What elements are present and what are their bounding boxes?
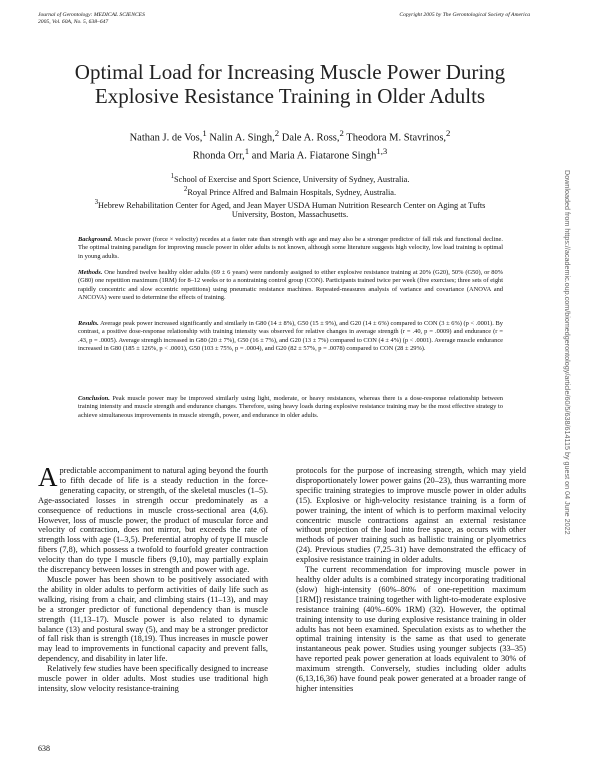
affiliation-mark: 1: [202, 128, 207, 138]
author-name: Theodora M. Stavrinos,: [343, 132, 447, 144]
paragraph: Apredictable accompaniment to natural aging beyond the fourth to fifth decade of life is a steady reduction in the force-generating capacity, or strength, of the skeletal muscles (1–5). Age-associated losses in strength occur predominately as a consequence of reductions in muscle cross-sectional area (4,6). However, loss of muscle power, the product of muscular force and velocity of contraction, does not mirror, but exceeds the rate of strength loss with age (1–3,5). Preferential atrophy of type II muscle fibers (7,8), which possess a twofold to fourfold greater contraction velocity than do type I muscle fibers (9,10), may partially explain the discrepancy between losses in strength and power with age.: [38, 462, 268, 575]
paragraph: Relatively few studies have been specifically designed to increase muscle power in older adults. Most studies use traditional high intensity, slow velocity resistance-training: [38, 664, 268, 693]
download-watermark: [562, 170, 582, 640]
paragraph: Muscle power has been shown to be positively associated with the ability in older adults to perform activities of daily life such as walking, rising from a chair, and climbing stairs (11–13), and may be a stronger predictor of functional dependency than is muscle strength (11,13–17). Muscle power is also related to dynamic balance (13) and postural sway (5), and may be a stronger predictor of fall risk than is strength (18,19). Thus increases in muscle power may lead to improvements in functional capacity and prevent falls, dependency, and disability in later life.: [38, 574, 268, 664]
abstract-results: Results. Average peak power increased significantly and similarly in G80 (14 ± 8%), G50 (15 ± 9%), and G20 (14 ± 6%) compared to CON (3 ± 6%) (p < .0001). By contrast, a positive dose-response relationship with training intensity was observed for relative changes in average strength (r = .40, p = .0009) and endurance (r = .43, p = .0005). Average strength increased in G80 (20 ± 7%), G50 (16 ± 7%), and G20 (13 ± 7%) compared to CON (4 ± 4%) (p < .0001). Average muscle endurance increased in G80 (185 ± 126%, p < .0001), G50 (103 ± 75%, p = .0004), and G20 (82 ± 57%, p = .0078) compared to CON (28 ± 29%).: [78, 320, 503, 352]
author-list: [50, 127, 530, 162]
body-column-right: [296, 466, 526, 694]
author-name: Rhonda Orr,: [192, 150, 245, 161]
affiliation-mark: 2: [446, 128, 451, 138]
section-label: Results.: [78, 320, 99, 327]
copyright-notice: Copyright 2005 by The Gerontological Society of America: [399, 12, 530, 18]
body-column-left: [38, 462, 268, 694]
section-label: Conclusion.: [78, 395, 110, 402]
author-name: and Maria A. Fiatarone Singh: [249, 150, 377, 161]
paragraph: protocols for the purpose of increasing strength, which may yield disproportionately lower power gains (20–23), thus warranting more specific training strategies to improve muscle power in older adults (15). Explosive or high-velocity resistance training is a form of power training, the intent of which is to perform maximal velocity concentric muscle contractions against an external resistance without projection of the load into free space, as occurs with other methods of power training such as ballistic training or plyometrics (24). Previous studies (7,25–31) have demonstrated the efficacy of explosive resistance training in older adults.: [296, 466, 526, 565]
author-line-2: [50, 145, 530, 163]
issue-info: 2005, Vol. 60A, No. 5, 638–647: [38, 19, 109, 25]
download-notice: Downloaded from https://academic.oup.com/biomedgerontology/article/60/5/638/614115 by guest on 04 June 2022: [563, 170, 572, 535]
section-label: Background.: [78, 236, 113, 243]
title-line-1: Optimal Load for Increasing Muscle Power During: [74, 60, 506, 84]
author-line-1: [50, 127, 530, 145]
affiliation-mark: 2: [274, 128, 280, 138]
title-line-2: Explosive Resistance Training in Older Adults: [94, 84, 486, 108]
affiliation-mark: 1,3: [376, 145, 388, 156]
affiliation-mark: 2: [339, 128, 344, 138]
drop-cap: A: [38, 462, 58, 492]
abstract-conclusion: Conclusion. Peak muscle power may be improved similarly using light, moderate, or heavy resistances, whereas there is a dose-response relationship between training intensity and muscle strength and endurance changes. Therefore, using heavy loads during explosive resistance training may be the most effective strategy to achieve simultaneous improvements in muscle strength, power, and endurance in older adults.: [78, 395, 503, 419]
affiliation-1: $^1$School of Exercise and Sport Science, University of Sydney, Australia.: [170, 173, 410, 184]
abstract-methods: Methods. One hundred twelve healthy older adults (69 ± 6 years) were randomly assigned to either explosive resistance training at 20% (G20), 50% (G50), or 80% (G80) one repetition maximum (1RM) for 8–12 weeks or to a nontraining control group (CON). Participants trained twice per week (five exercises; three sets of eight rapidly concentric and slow eccentric repetitions) using pneumatic resistance machines. Repeated-measures analysis of variance and covariance (ANOVA and ANCOVA) were used to determine the effects of training.: [78, 269, 503, 301]
abstract-background: Background. Muscle power (force × velocity) recedes at a faster rate than strength with age and may also be a stronger predictor of fall risk and functional decline. The optimal training paradigm for improving muscle power in older adults is not known, although some literature suggests high velocity, low load training is optimal in young adults.: [78, 236, 503, 260]
journal-name: Journal of Gerontology: MEDICAL SCIENCES: [38, 12, 145, 18]
affiliations: [90, 172, 490, 220]
article-title: [40, 60, 540, 108]
running-header-left: [38, 12, 145, 26]
section-label: Methods.: [78, 269, 103, 276]
affiliation-2: $^2$Royal Prince Alfred and Balmain Hospitals, Sydney, Australia.: [183, 185, 397, 197]
affiliation-mark: 1: [244, 145, 250, 156]
author-name: Nathan J. de Vos,: [129, 132, 203, 144]
author-name: Dale A. Ross,: [279, 132, 340, 144]
affiliation-3: $^3$Hebrew Rehabilitation Center for Aged, and Jean Mayer USDA Human Nutrition Research Center on Aging at Tufts University, Boston, Massachusetts.: [94, 198, 486, 220]
page-number: 638: [38, 744, 50, 753]
author-name: Nalin A. Singh,: [206, 132, 275, 144]
paragraph: The current recommendation for improving muscle power in healthy older adults is a combined strategy incorporating traditional (slow) high-intensity (60%–80% of one-repetition maximum [1RM]) resistance training together with light-to-moderate explosive resistance training (40%–60% 1RM) (32). However, the optimal training intensity to use during explosive resistance training in older adults has not been examined. Speculation exists as to whether the optimal training intensity is the same as that used to generate instantaneous peak power. Studies using younger subjects (33–35) have reported peak power generation at loads equivalent to 30% of maximum strength. Conversely, studies including older adults (6,13,16,36) have found peak power generated at a broader range of higher intensities: [296, 565, 526, 693]
